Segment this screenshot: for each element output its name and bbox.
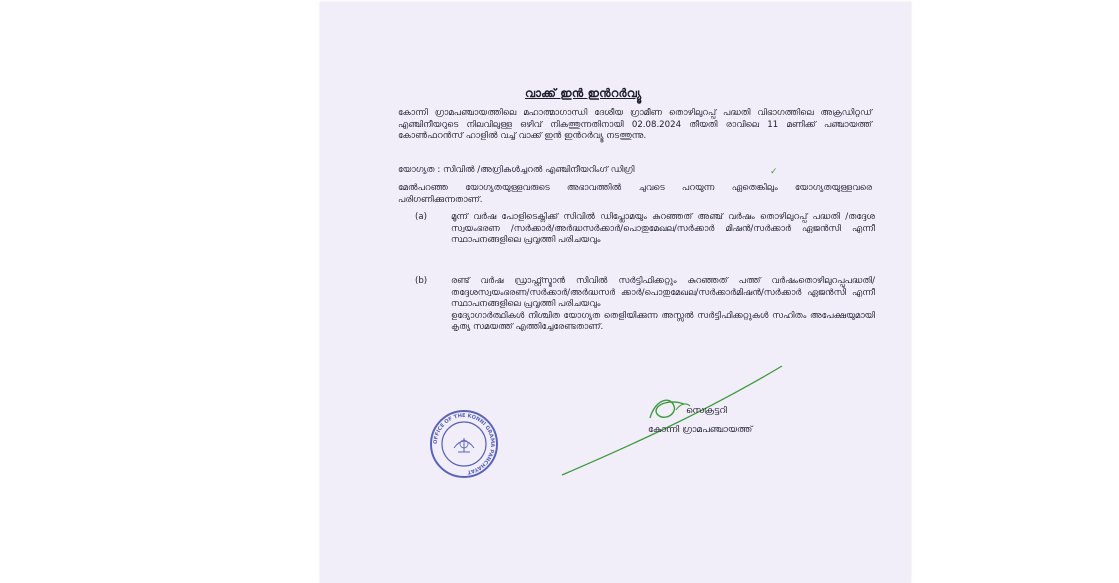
document-title: വാക്ക് ഇൻ ഇൻറർവ്യൂ xyxy=(525,86,642,100)
alternate-qualification-paragraph: മേൽപറഞ്ഞ യോഗ്യതയുള്ളവരുടെ അഭാവത്തിൽ ചുവടെ പറയുന്ന ഏതെങ്കിലും യോഗ്യതയുള്ളവരെ പരിഗണിക്കുന്നതാണ്. xyxy=(398,183,872,205)
official-seal-icon xyxy=(428,408,500,480)
check-mark-icon: ✓ xyxy=(770,167,778,177)
list-item-text: മൂന്ന് വർഷ പോളിടെക്നിക്ക് സിവിൽ ഡിപ്ലോമയും കുറഞ്ഞത് അഞ്ച് വർഷം തൊഴിലുറപ്പ് പദ്ധതി /തദ്ദേശ സ്വയംഭരണ /സർക്കാർ/അർദ്ധസർക്കാർ/പൊതുമേഖല/സർക്കാർ മിഷൻ/സർക്കാർ ഏജൻസി എന്നീ സ്ഥാപനങ്ങളിലെ പ്രവൃത്തി പരിചയവും xyxy=(451,212,875,245)
candidate-instruction: ഉദ്യോഗാർത്ഥികൾ നിശ്ചിത യോഗ്യത തെളിയിക്കുന്ന അസ്സൽ സർട്ടിഫിക്കറ്റുകൾ സഹിതം അപേക്ഷയുമായി കൃത്യ സമയത്ത് എത്തിച്ചേരേണ്ടതാണ്. xyxy=(451,310,875,332)
seal-text: OFFICE OF THE KONNI GRAMA PANCHAYAT xyxy=(432,412,496,475)
list-item-marker: (a) xyxy=(415,212,427,222)
intro-paragraph: കോന്നി ഗ്രാമപഞ്ചായത്തിലെ മഹാത്മാഗാന്ധി ദേശീയ ഗ്രാമീണ തൊഴിലുറപ്പ് പദ്ധതി വിഭാഗത്തിലെ അക്രഡിറ്റഡ് എഞ്ചിനീയറുടെ നിലവിലുള്ള ഒഴിവ് നികത്തുന്നതിനായി 02.08.2024 തീയതി രാവിലെ 11 മണിക്ക് പഞ്ചായത്ത് കോൺഫറൻസ് ഹാളിൽ വച്ച് വാക്ക് ഇൻ ഇൻറർവ്യൂ നടത്തുന്നു. xyxy=(398,108,872,141)
signature-organization: കോന്നി ഗ്രാമപഞ്ചായത്ത് xyxy=(648,425,753,435)
list-item-text: രണ്ട് വർഷ ഡ്രാഫ്റ്റ്സ്മാൻ സിവിൽ സർട്ടിഫിക്കറ്റും കുറഞ്ഞത് പത്ത് വർഷംതൊഴിലുറപ്പുപദ്ധതി/തദ്ദേശസ്വയംഭരണ/സർക്കാർ/അർദ്ധസർ ക്കാർ/പൊതുമേഖല/സർക്കാർമിഷൻ/സർക്കാർ ഏജൻസി എന്നീ സ്ഥാപനങ്ങളിലെ പ്രവൃത്തി പരിചയവും xyxy=(451,276,875,309)
list-item-marker: (b) xyxy=(415,276,428,286)
qualification-line: യോഗ്യത : സിവിൽ /അഗ്രികൾച്ചറൽ എഞ്ചിനീയറിംഗ് ഡിഗ്രി xyxy=(398,165,635,175)
signature-title: സെക്രട്ടറി xyxy=(686,406,727,416)
